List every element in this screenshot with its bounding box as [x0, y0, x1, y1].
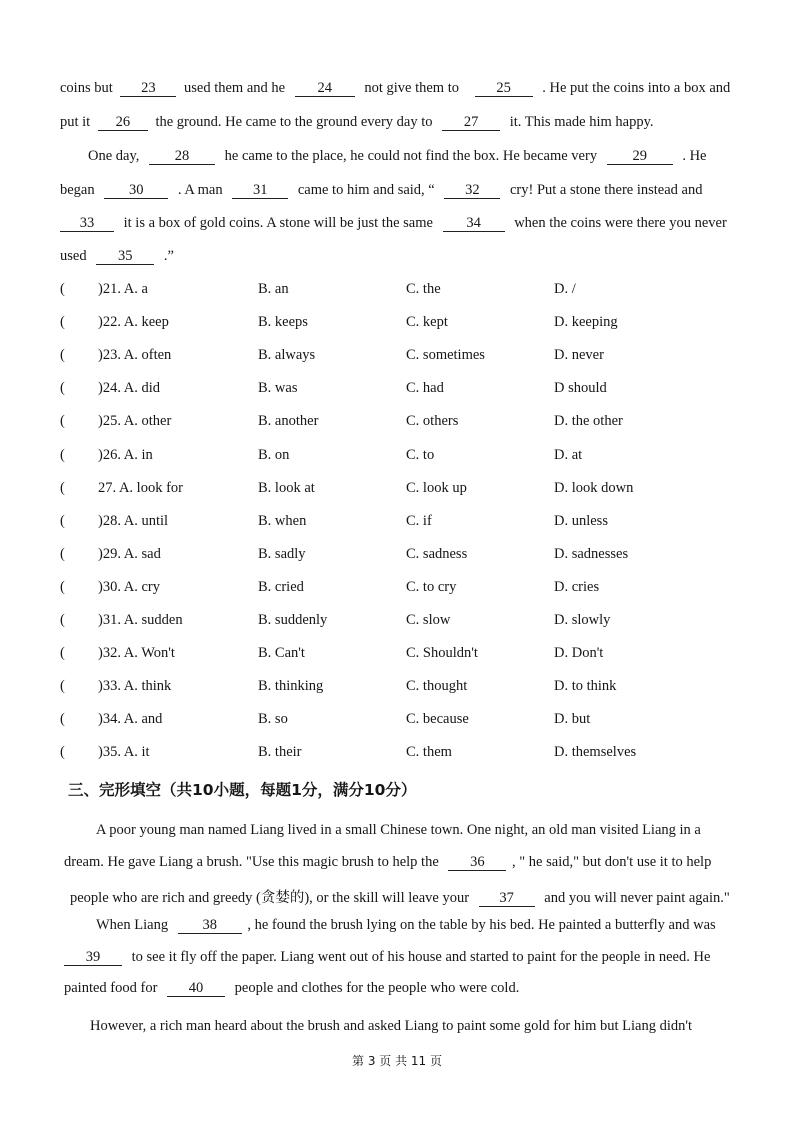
question-row — [60, 645, 740, 665]
blank-31: 31 — [232, 183, 288, 199]
passage-line-4 — [60, 182, 730, 199]
option-b: B. cried — [258, 578, 304, 595]
passage-line-3 — [88, 148, 730, 165]
option-a: )24. A. did — [98, 380, 161, 397]
blank-28: 28 — [149, 149, 215, 165]
option-b: B. Can't — [258, 645, 305, 662]
option-d: D. the other — [554, 413, 623, 430]
option-c: C. slow — [406, 612, 451, 628]
question-row — [60, 281, 740, 301]
question-paren: ( — [60, 347, 65, 364]
option-b: B. so — [258, 711, 288, 728]
question-paren: ( — [60, 281, 65, 297]
option-a: )21. A. a — [98, 281, 148, 297]
question-paren: ( — [60, 612, 65, 628]
blank-25: 25 — [475, 81, 533, 97]
option-d: D. themselves — [554, 744, 637, 761]
passage-line-6 — [60, 248, 730, 265]
option-d: D. look down — [554, 479, 634, 496]
blank-23: 23 — [120, 81, 176, 97]
question-paren: ( — [60, 678, 65, 695]
blank-36: 36 — [448, 855, 506, 871]
option-d: D. but — [554, 711, 591, 728]
text: One day, — [88, 148, 140, 164]
question-paren: ( — [60, 446, 65, 463]
option-d: D. sadnesses — [554, 545, 629, 562]
text: , " he said," but don't use it to help — [512, 854, 712, 870]
text: people and clothes for the people who were cold. — [234, 980, 520, 996]
text: However, a rich man heard about the brush and asked Liang to paint some gold for him but Liang didn't — [90, 1018, 693, 1034]
question-row — [60, 711, 740, 731]
question-row — [60, 413, 740, 433]
question-paren: ( — [60, 479, 65, 496]
option-d: D. never — [554, 347, 604, 364]
question-paren: ( — [60, 545, 65, 562]
text: it. This made him happy. — [509, 114, 654, 130]
option-a: )35. A. it — [98, 744, 150, 761]
option-c: C. others — [406, 413, 459, 430]
option-a: )26. A. in — [98, 446, 153, 463]
option-b: B. when — [258, 512, 307, 529]
option-c: C. sadness — [406, 545, 468, 562]
option-c: C. Shouldn't — [406, 645, 478, 662]
blank-26: 26 — [98, 115, 148, 131]
cloze-line-5 — [64, 949, 726, 966]
text: to see it fly off the paper. Liang went out of his house and started to paint for the people in need. He — [131, 949, 711, 965]
option-a: )22. A. keep — [98, 314, 169, 331]
text: not give them to — [364, 80, 459, 96]
option-c: C. kept — [406, 314, 448, 331]
question-row — [60, 380, 740, 400]
text: he came to the place, he could not find the box. He became very — [224, 148, 598, 164]
blank-32: 32 — [444, 183, 500, 199]
text: cry! Put a stone there instead and — [510, 182, 703, 198]
option-d: D. Don't — [554, 645, 604, 662]
option-a: )23. A. often — [98, 347, 172, 364]
option-c: C. to cry — [406, 578, 457, 595]
text: came to him and said, “ — [297, 182, 435, 198]
option-c: C. look up — [406, 479, 467, 496]
option-c: C. if — [406, 512, 432, 529]
option-b: B. thinking — [258, 678, 324, 695]
blank-33: 33 — [60, 216, 114, 232]
question-row — [60, 678, 740, 698]
text: put it — [60, 114, 91, 130]
question-paren: ( — [60, 314, 65, 331]
blank-29: 29 — [607, 149, 673, 165]
question-paren: ( — [60, 413, 65, 430]
text: it is a box of gold coins. A stone will be just the same — [123, 215, 433, 231]
blank-38: 38 — [178, 918, 242, 934]
blank-34: 34 — [443, 216, 505, 232]
text: A poor young man named Liang lived in a small Chinese town. One night, an old man visited Liang in a — [96, 822, 701, 838]
option-a: )31. A. sudden — [98, 612, 183, 628]
text: people who are rich and greedy (贪婪的), or the skill will leave your — [70, 890, 470, 906]
question-row — [60, 612, 740, 632]
option-b: B. another — [258, 413, 319, 430]
option-b: B. look at — [258, 479, 315, 496]
question-row — [60, 744, 740, 764]
question-row — [60, 447, 740, 467]
option-a: )30. A. cry — [98, 578, 161, 595]
blank-39: 39 — [64, 950, 122, 966]
cloze-line-1 — [96, 822, 726, 839]
option-d: D. slowly — [554, 612, 611, 628]
question-paren: ( — [60, 744, 65, 761]
question-row — [60, 546, 740, 566]
text: began — [60, 182, 95, 198]
cloze-line-7 — [90, 1018, 726, 1035]
option-b: B. an — [258, 281, 289, 297]
option-a: 27. A. look for — [98, 479, 183, 496]
blank-30: 30 — [104, 183, 168, 199]
option-d: D. to think — [554, 678, 617, 695]
option-d: D should — [554, 380, 607, 397]
question-paren: ( — [60, 380, 65, 397]
text: . He put the coins into a box and — [542, 80, 731, 96]
question-row — [60, 314, 740, 334]
text: painted food for — [64, 980, 158, 996]
option-d: D. cries — [554, 578, 600, 595]
option-c: C. the — [406, 281, 441, 297]
text: . A man — [177, 182, 223, 198]
text: . He — [682, 148, 707, 164]
option-a: )28. A. until — [98, 512, 169, 529]
blank-37: 37 — [479, 891, 535, 907]
question-paren: ( — [60, 578, 65, 595]
option-b: B. sadly — [258, 545, 306, 562]
option-b: B. on — [258, 446, 290, 463]
cloze-line-6 — [64, 980, 726, 997]
question-row — [60, 347, 740, 367]
question-paren: ( — [60, 512, 65, 529]
text: when the coins were there you never — [514, 215, 727, 231]
option-a: )34. A. and — [98, 711, 163, 728]
passage-line-5 — [60, 215, 730, 232]
question-paren: ( — [60, 645, 65, 662]
option-a: )29. A. sad — [98, 545, 161, 562]
option-c: C. because — [406, 711, 469, 728]
option-d: D. keeping — [554, 314, 618, 331]
option-b: B. their — [258, 744, 302, 761]
option-c: C. had — [406, 380, 444, 397]
option-c: C. sometimes — [406, 347, 485, 364]
section-heading: 三、完形填空（共10小题，每题1分，满分10分） — [68, 781, 417, 799]
option-b: B. keeps — [258, 314, 308, 331]
text: the ground. He came to the ground every day to — [155, 114, 433, 130]
option-a: )33. A. think — [98, 678, 172, 695]
text: coins but — [60, 80, 113, 96]
page-footer: 第 3 页 共 11 页 — [352, 1054, 442, 1068]
blank-24: 24 — [295, 81, 355, 97]
option-c: C. to — [406, 446, 435, 463]
text: used — [60, 248, 87, 264]
question-row — [60, 579, 740, 599]
question-paren: ( — [60, 711, 65, 728]
option-d: D. unless — [554, 512, 608, 529]
text: .” — [163, 248, 174, 264]
option-b: B. always — [258, 347, 316, 364]
question-row — [60, 480, 740, 500]
text: dream. He gave Liang a brush. "Use this magic brush to help the — [64, 854, 439, 870]
text: used them and he — [184, 80, 286, 96]
cloze-line-3 — [70, 886, 732, 907]
option-b: B. suddenly — [258, 612, 328, 628]
option-c: C. thought — [406, 678, 468, 695]
passage-line-1 — [60, 80, 730, 97]
cloze-line-2 — [64, 854, 726, 871]
blank-27: 27 — [442, 115, 500, 131]
cloze-line-4 — [96, 917, 726, 934]
text: and you will never paint again." — [544, 890, 730, 906]
passage-line-2 — [60, 114, 730, 131]
text: When Liang — [96, 917, 169, 933]
option-a: )32. A. Won't — [98, 645, 175, 662]
option-b: B. was — [258, 380, 298, 397]
blank-40: 40 — [167, 981, 225, 997]
text: , he found the brush lying on the table by his bed. He painted a butterfly and was — [247, 917, 716, 933]
option-a: )25. A. other — [98, 413, 172, 430]
option-d: D. at — [554, 446, 583, 463]
blank-35: 35 — [96, 249, 154, 265]
option-c: C. them — [406, 744, 452, 761]
option-d: D. / — [554, 281, 576, 297]
question-row — [60, 513, 740, 533]
